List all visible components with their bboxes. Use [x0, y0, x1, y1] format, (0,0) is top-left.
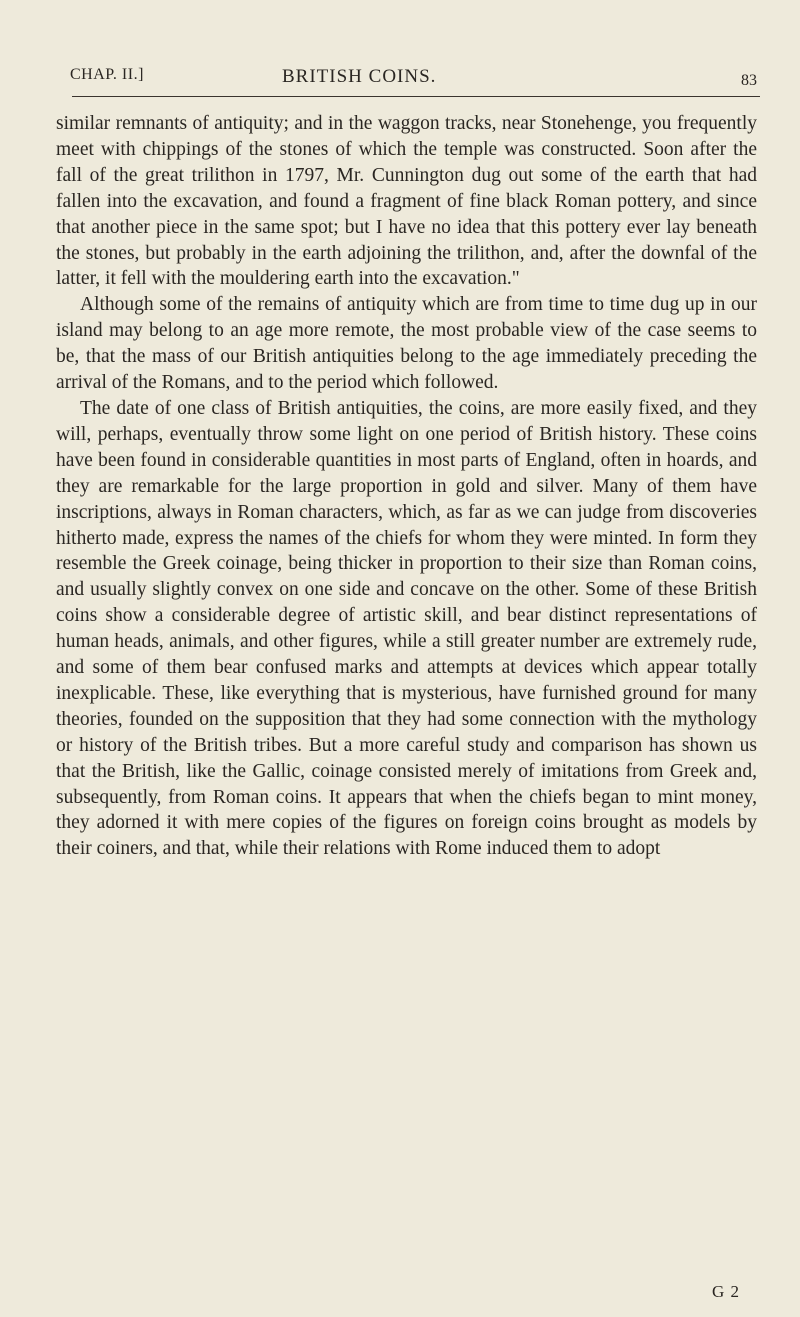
paragraph-2: Although some of the remains of antiquity which are from time to time dug up in our island may belong to an age more remote, the most probable view of the case seems to be, that the mass of our British antiquities belong to the age immediately preceding the arrival of the Romans, and to the period which followed.	[56, 294, 757, 394]
page-number: 83	[741, 72, 757, 89]
body-text	[56, 111, 757, 862]
running-title: BRITISH COINS.	[282, 66, 437, 87]
header-rule	[72, 96, 760, 97]
running-head	[70, 66, 757, 96]
paragraph-3: The date of one class of British antiquities, the coins, are more easily fixed, and they will, perhaps, eventually throw some light on one period of British history. These coins have been found in considerable quantities in most parts of England, often in hoards, and they are remarkable for the large proportion in gold and silver. Many of them have inscriptions, always in Roman characters, which, as far as we can judge from discoveries hitherto made, express the names of the chiefs for whom they were minted. In form they resemble the Greek coinage, being thicker in proportion to their size than Roman coins, and usually slightly convex on one side and concave on the other. Some of these British coins show a considerable degree of artistic skill, and bear distinct representations of human heads, animals, and other figures, while a still greater number are extremely rude, and some of them bear confused marks and attempts at devices which appear totally inexplicable. These, like everything that is mysterious, have furnished ground for many theories, founded on the supposition that they had some connection with the mythology or history of the British tribes. But a more careful study and comparison has shown us that the British, like the Gallic, coinage consisted merely of imitations from Greek and, subsequently, from Roman coins. It appears that when the chiefs began to mint money, they adorned it with mere copies of the figures on foreign coins brought as models by their coiners, and that, while their relations with Rome induced them to adopt	[56, 397, 757, 860]
signature-mark: G 2	[712, 1282, 741, 1301]
paragraph-1: similar remnants of antiquity; and in the waggon tracks, near Stonehenge, you frequently meet with chippings of the stones of which the temple was constructed. Soon after the fall of the great trilithon in 1797, Mr. Cunnington dug out some of the earth that had fallen into the excavation, and found a fragment of fine black Roman pottery, and since that another piece in the same spot; but I have no idea that this pottery ever lay beneath the stones, but probably in the earth adjoining the trilithon, and, after the downfal of the latter, it fell with the mouldering earth into the excavation."	[56, 113, 757, 290]
chapter-reference: CHAP. II.]	[70, 66, 144, 83]
